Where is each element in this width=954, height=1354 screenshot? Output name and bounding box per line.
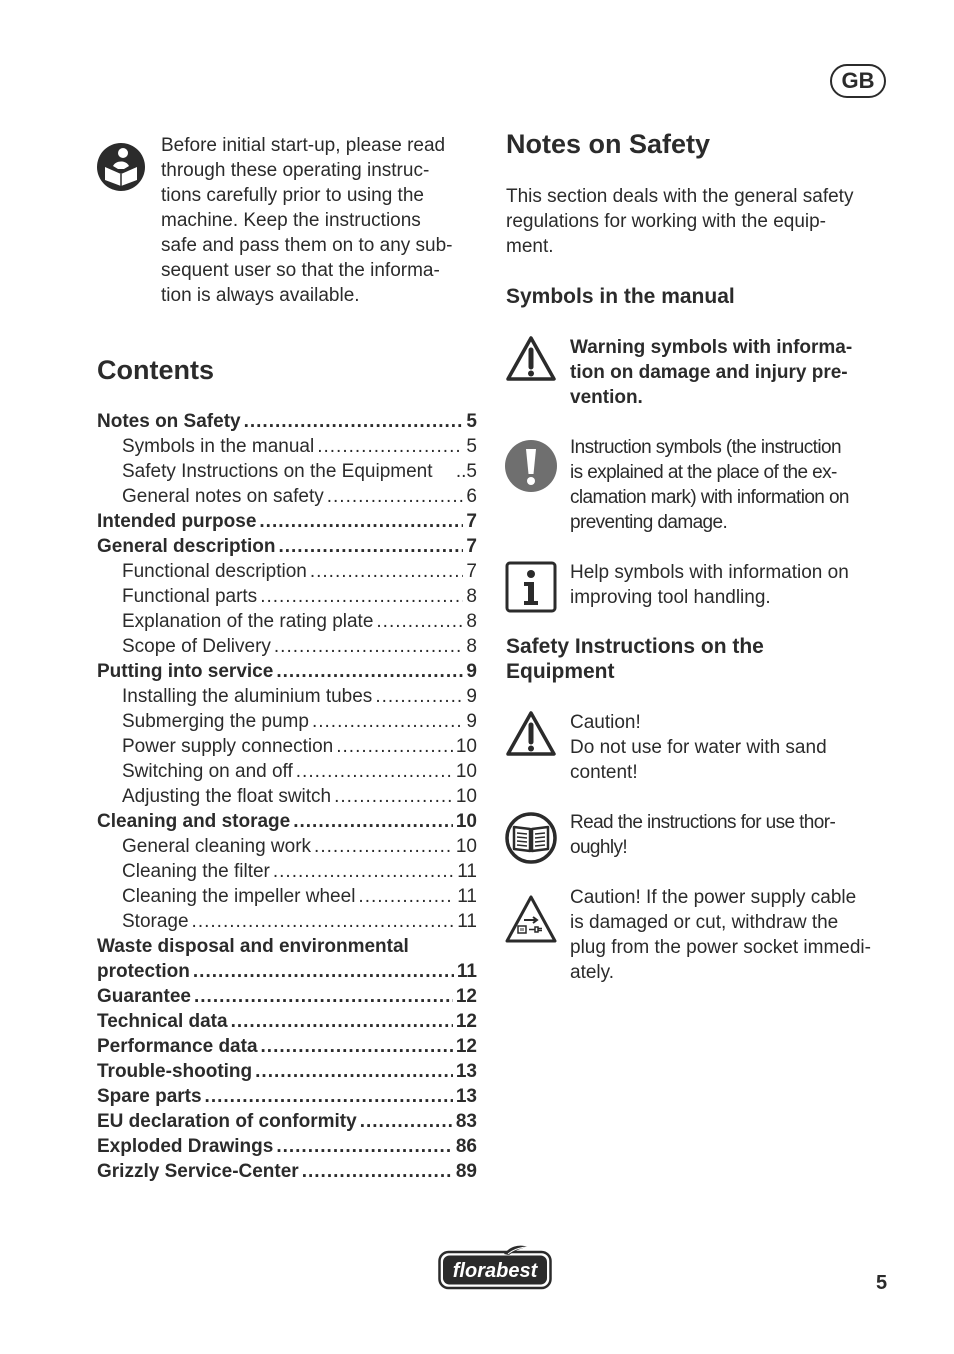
language-badge: GB (830, 64, 886, 98)
warning-triangle-icon (505, 709, 557, 761)
toc-entry[interactable]: Explanation of the rating plate ..... 8 (97, 609, 477, 634)
contents-title: Contents (97, 355, 214, 385)
florabest-logo (438, 1244, 552, 1290)
equipment-text-caution-sand: Caution! Do not use for water with sand content! (570, 712, 827, 783)
toc-entry[interactable]: Grizzly Service-Center ..... 89 (97, 1159, 477, 1184)
safety-intro: This section deals with the general safety regulations for working with the equip- ment. (506, 186, 854, 257)
toc-entry[interactable]: Functional parts ..... 8 (97, 584, 477, 609)
symbol-text-warning: Warning symbols with informa- tion on damage and injury pre- vention. (570, 337, 853, 408)
warning-triangle-icon (505, 334, 557, 386)
toc-entry[interactable]: Performance data ..... 12 (97, 1034, 477, 1059)
toc-entry[interactable]: General notes on safety ..... 6 (97, 484, 477, 509)
toc-entry[interactable]: Adjusting the float switch ..... 10 (97, 784, 477, 809)
safety-title: Notes on Safety (506, 129, 711, 159)
toc-entry[interactable]: General cleaning work ..... 10 (97, 834, 477, 859)
symbols-heading: Symbols in the manual (506, 285, 735, 308)
toc-entry[interactable]: Installing the aluminium tubes ..... 9 (97, 684, 477, 709)
toc-entry[interactable]: Cleaning and storage ..... 10 (97, 809, 477, 834)
toc-entry[interactable]: Technical data ..... 12 (97, 1009, 477, 1034)
equipment-heading: Safety Instructions on the Equipment (506, 635, 764, 683)
read-manual-icon (96, 142, 146, 192)
toc-entry[interactable]: Cleaning the filter ..... 11 (97, 859, 477, 884)
toc-entry[interactable]: General description ..... 7 (97, 534, 477, 559)
toc-entry[interactable]: Power supply connection ..... 10 (97, 734, 477, 759)
read-instructions-book-icon (505, 812, 557, 864)
toc-entry[interactable]: Guarantee ..... 12 (97, 984, 477, 1009)
equipment-text-read-instructions: Read the instructions for use thor- oughly! (570, 812, 836, 858)
table-of-contents (97, 409, 477, 1184)
page-number: 5 (876, 1272, 888, 1294)
svg-text:florabest: florabest (452, 1260, 538, 1282)
toc-entry[interactable]: Symbols in the manual ..... 5 (97, 434, 477, 459)
toc-entry[interactable]: Submerging the pump ..... 9 (97, 709, 477, 734)
symbol-text-help: Help symbols with information on improving tool handling. (570, 562, 849, 608)
info-icon (505, 561, 557, 613)
toc-entry[interactable]: Notes on Safety ..... 5 (97, 409, 477, 434)
toc-entry[interactable]: Cleaning the impeller wheel ..... 11 (97, 884, 477, 909)
symbol-text-instruction: Instruction symbols (the instruction is explained at the place of the ex- clamation mark) with information on preventing damage. (570, 437, 849, 533)
toc-entry[interactable]: Putting into service ..... 9 (97, 659, 477, 684)
toc-entry[interactable]: Scope of Delivery ..... 8 (97, 634, 477, 659)
equipment-text-power-cable: Caution! If the power supply cable is damaged or cut, withdraw the plug from the power socket immedi- ately. (570, 887, 871, 983)
toc-entry[interactable]: Trouble-shooting ..... 13 (97, 1059, 477, 1084)
toc-entry[interactable]: Exploded Drawings ..... 86 (97, 1134, 477, 1159)
toc-entry[interactable]: Storage ..... 11 (97, 909, 477, 934)
toc-entry[interactable]: protection ..... 11 (97, 959, 477, 984)
toc-entry[interactable]: Switching on and off ..... 10 (97, 759, 477, 784)
intro-text: Before initial start-up, please read through these operating instruc- tions carefully prior to using the machine. Keep the instructions safe and pass them on to any sub- sequent user so that the informa- tion is always available. (161, 135, 453, 306)
exclamation-circle-icon (505, 440, 557, 492)
toc-entry[interactable]: Intended purpose ..... 7 (97, 509, 477, 534)
toc-entry[interactable]: Functional description ..... 7 (97, 559, 477, 584)
toc-entry[interactable]: Safety Instructions on the Equipment ..5 (122, 461, 477, 482)
toc-entry[interactable]: Spare parts ..... 13 (97, 1084, 477, 1109)
unplug-warning-icon (505, 894, 557, 946)
toc-entry[interactable]: EU declaration of conformity ..... 83 (97, 1109, 477, 1134)
toc-entry[interactable]: Waste disposal and environmental (97, 936, 409, 957)
